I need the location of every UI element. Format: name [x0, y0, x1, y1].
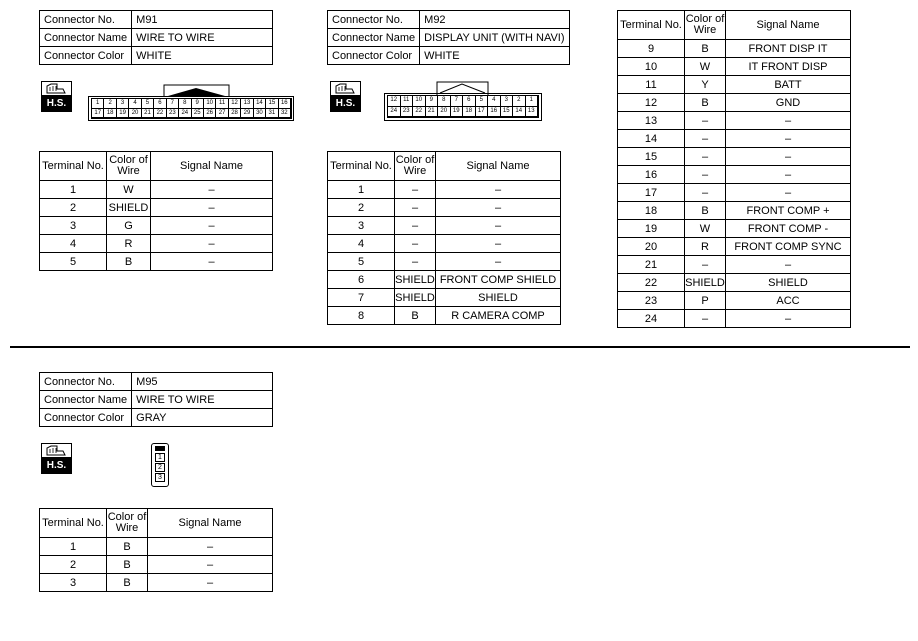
signal-name-cell: – [436, 235, 561, 253]
signal-name-cell: – [726, 112, 851, 130]
col-terminal-no: Terminal No. [618, 11, 685, 40]
pin-cell: 9 [426, 96, 439, 107]
pin-cell: 12 [229, 99, 241, 109]
pin-cell: 30 [254, 109, 266, 119]
table-row [40, 217, 273, 235]
signal-name-cell: – [148, 574, 273, 592]
harness-side-icon [41, 443, 72, 474]
pin-cell: 3 [501, 96, 514, 107]
connector-hand-icon [334, 83, 356, 95]
wire-color-cell: P [685, 292, 726, 310]
table-row [40, 556, 273, 574]
pin-cell: 15 [501, 107, 514, 118]
wire-color-cell: SHIELD [107, 199, 151, 217]
terminal-no-cell: 1 [40, 181, 107, 199]
info-row [40, 409, 273, 427]
pin-cell: 32 [279, 109, 291, 119]
m91-connector-info [39, 10, 273, 65]
pin-cell: 22 [413, 107, 426, 118]
m92-pin-grid [387, 95, 539, 118]
table-row [328, 199, 561, 217]
pin-cell: 3 [155, 473, 165, 482]
signal-name-cell: SHIELD [726, 274, 851, 292]
m91-terminal-table [39, 151, 273, 271]
col-color-of-wire: Color of Wire [107, 152, 151, 181]
col-terminal-no: Terminal No. [328, 152, 395, 181]
m92-terminal-table-continued [617, 10, 851, 328]
info-row [40, 391, 273, 409]
terminal-no-cell: 5 [328, 253, 395, 271]
table-row [618, 292, 851, 310]
table-row [40, 538, 273, 556]
signal-name-cell: IT FRONT DISP [726, 58, 851, 76]
terminal-no-cell: 21 [618, 256, 685, 274]
pin-cell: 7 [451, 96, 464, 107]
table-row [618, 112, 851, 130]
terminal-no-cell: 11 [618, 76, 685, 94]
wire-color-cell: B [395, 307, 436, 325]
pin-cell: 5 [476, 96, 489, 107]
pin-cell: 14 [513, 107, 526, 118]
signal-name-cell: FRONT COMP - [726, 220, 851, 238]
m92-terminal-table [327, 151, 561, 325]
wire-color-cell: SHIELD [685, 274, 726, 292]
signal-name-cell: – [436, 199, 561, 217]
terminal-no-cell: 13 [618, 112, 685, 130]
table-row [618, 40, 851, 58]
terminal-no-cell: 16 [618, 166, 685, 184]
table-row [328, 289, 561, 307]
pin-cell: 18 [104, 109, 116, 119]
pin-cell: 20 [129, 109, 141, 119]
pin-cell: 26 [204, 109, 216, 119]
col-terminal-no: Terminal No. [40, 509, 107, 538]
wire-color-cell: B [685, 94, 726, 112]
table-row [40, 235, 273, 253]
table-row [40, 181, 273, 199]
wire-color-cell: – [685, 310, 726, 328]
terminal-no-cell: 1 [40, 538, 107, 556]
pin-cell: 1 [526, 96, 539, 107]
terminal-no-cell: 23 [618, 292, 685, 310]
pin-cell: 21 [426, 107, 439, 118]
table-row [618, 94, 851, 112]
wire-color-cell: R [107, 235, 151, 253]
col-color-of-wire: Color of Wire [107, 509, 148, 538]
wire-color-cell: – [685, 112, 726, 130]
wire-color-cell: – [685, 256, 726, 274]
info-value: M95 [132, 373, 273, 391]
pin-cell: 19 [117, 109, 129, 119]
pin-cell: 1 [155, 453, 165, 462]
wire-color-cell: W [685, 58, 726, 76]
pin-cell: 9 [192, 99, 204, 109]
m95-pin-grid [155, 453, 165, 483]
terminal-no-cell: 3 [328, 217, 395, 235]
pin-cell: 11 [401, 96, 414, 107]
pin-cell: 16 [279, 99, 291, 109]
m95-connector-face [151, 443, 169, 487]
info-row [40, 47, 273, 65]
terminal-no-cell: 3 [40, 574, 107, 592]
terminal-no-cell: 2 [40, 199, 107, 217]
terminal-no-cell: 1 [328, 181, 395, 199]
signal-name-cell: FRONT COMP + [726, 202, 851, 220]
signal-name-cell: – [436, 253, 561, 271]
terminal-no-cell: 2 [40, 556, 107, 574]
pin-cell: 3 [117, 99, 129, 109]
wire-color-cell: R [685, 238, 726, 256]
wire-color-cell: B [685, 202, 726, 220]
pin-cell: 24 [179, 109, 191, 119]
wire-color-cell: B [107, 253, 151, 271]
wire-color-cell: – [685, 184, 726, 202]
hs-label: H.S. [41, 95, 72, 112]
m95-terminal-table [39, 508, 273, 592]
terminal-no-cell: 17 [618, 184, 685, 202]
signal-name-cell: – [151, 199, 273, 217]
terminal-no-cell: 3 [40, 217, 107, 235]
table-row [618, 130, 851, 148]
terminal-no-cell: 10 [618, 58, 685, 76]
info-value: WHITE [132, 47, 273, 65]
wire-color-cell: SHIELD [395, 289, 436, 307]
pin-cell: 2 [155, 463, 165, 472]
terminal-no-cell: 4 [328, 235, 395, 253]
table-header [328, 152, 561, 181]
pin-cell: 24 [388, 107, 401, 118]
wire-color-cell: – [685, 130, 726, 148]
info-value: M91 [132, 11, 273, 29]
pin-cell: 4 [488, 96, 501, 107]
info-value: DISPLAY UNIT (WITH NAVI) [420, 29, 569, 47]
table-row [328, 217, 561, 235]
table-row [618, 76, 851, 94]
signal-name-cell: – [436, 181, 561, 199]
info-label: Connector Name [40, 29, 132, 47]
signal-name-cell: R CAMERA COMP [436, 307, 561, 325]
pin-cell: 21 [142, 109, 154, 119]
info-label: Connector No. [328, 11, 420, 29]
harness-side-icon [330, 81, 361, 112]
m91-connector-face [88, 82, 294, 121]
pin-cell: 8 [438, 96, 451, 107]
pin-cell: 31 [266, 109, 278, 119]
pin-cell: 27 [216, 109, 228, 119]
table-row [618, 148, 851, 166]
col-signal-name: Signal Name [148, 509, 273, 538]
hs-label: H.S. [330, 95, 361, 112]
col-signal-name: Signal Name [436, 152, 561, 181]
wire-color-cell: – [685, 166, 726, 184]
info-value: WIRE TO WIRE [132, 29, 273, 47]
wire-color-cell: W [107, 181, 151, 199]
connector-hand-icon [45, 83, 67, 95]
table-row [618, 256, 851, 274]
pin-cell: 5 [142, 99, 154, 109]
pin-cell: 6 [154, 99, 166, 109]
col-color-of-wire: Color of Wire [685, 11, 726, 40]
info-row [40, 373, 273, 391]
signal-name-cell: FRONT COMP SHIELD [436, 271, 561, 289]
wire-color-cell: B [107, 556, 148, 574]
terminal-no-cell: 12 [618, 94, 685, 112]
wire-color-cell: B [107, 538, 148, 556]
table-row [328, 235, 561, 253]
table-row [618, 310, 851, 328]
info-label: Connector Name [328, 29, 420, 47]
pin-cell: 22 [154, 109, 166, 119]
pin-cell: 13 [526, 107, 539, 118]
table-header [618, 11, 851, 40]
terminal-no-cell: 14 [618, 130, 685, 148]
pin-cell: 15 [266, 99, 278, 109]
info-label: Connector Color [40, 47, 132, 65]
table-row [618, 166, 851, 184]
pin-cell: 2 [513, 96, 526, 107]
wire-color-cell: G [107, 217, 151, 235]
wire-color-cell: B [685, 40, 726, 58]
signal-name-cell: – [151, 235, 273, 253]
pin-cell: 17 [92, 109, 104, 119]
pin-cell: 11 [216, 99, 228, 109]
table-row [328, 271, 561, 289]
terminal-no-cell: 20 [618, 238, 685, 256]
terminal-no-cell: 15 [618, 148, 685, 166]
pin-cell: 8 [179, 99, 191, 109]
info-label: Connector Color [40, 409, 132, 427]
table-row [40, 253, 273, 271]
pin-cell: 23 [167, 109, 179, 119]
signal-name-cell: GND [726, 94, 851, 112]
table-row [328, 307, 561, 325]
pin-cell: 4 [129, 99, 141, 109]
m92-connector-face [384, 80, 542, 121]
wire-color-cell: – [395, 181, 436, 199]
info-row [328, 11, 570, 29]
signal-name-cell: – [726, 166, 851, 184]
col-color-of-wire: Color of Wire [395, 152, 436, 181]
terminal-no-cell: 5 [40, 253, 107, 271]
table-header [40, 509, 273, 538]
harness-side-icon [41, 81, 72, 112]
signal-name-cell: ACC [726, 292, 851, 310]
signal-name-cell: – [726, 148, 851, 166]
table-row [618, 202, 851, 220]
signal-name-cell: – [148, 538, 273, 556]
pin-cell: 10 [204, 99, 216, 109]
wire-color-cell: – [395, 199, 436, 217]
info-value: WHITE [420, 47, 569, 65]
pin-cell: 1 [92, 99, 104, 109]
pin-cell: 29 [241, 109, 253, 119]
signal-name-cell: – [726, 130, 851, 148]
m95-connector-info [39, 372, 273, 427]
pin-cell: 28 [229, 109, 241, 119]
terminal-no-cell: 19 [618, 220, 685, 238]
connector-hand-icon [45, 445, 67, 457]
pin-cell: 16 [488, 107, 501, 118]
wire-color-cell: – [395, 235, 436, 253]
signal-name-cell: – [151, 217, 273, 235]
signal-name-cell: – [726, 184, 851, 202]
wire-color-cell: B [107, 574, 148, 592]
terminal-no-cell: 24 [618, 310, 685, 328]
info-label: Connector Color [328, 47, 420, 65]
pin-cell: 20 [438, 107, 451, 118]
wire-color-cell: W [685, 220, 726, 238]
wire-color-cell: – [685, 148, 726, 166]
table-header [40, 152, 273, 181]
col-terminal-no: Terminal No. [40, 152, 107, 181]
signal-name-cell: – [148, 556, 273, 574]
wire-color-cell: Y [685, 76, 726, 94]
info-value: WIRE TO WIRE [132, 391, 273, 409]
pin-cell: 10 [413, 96, 426, 107]
wire-color-cell: – [395, 253, 436, 271]
col-signal-name: Signal Name [726, 11, 851, 40]
terminal-no-cell: 2 [328, 199, 395, 217]
terminal-no-cell: 4 [40, 235, 107, 253]
section-divider [10, 346, 910, 348]
table-row [618, 220, 851, 238]
terminal-no-cell: 9 [618, 40, 685, 58]
pin-cell: 7 [167, 99, 179, 109]
pin-cell: 2 [104, 99, 116, 109]
info-label: Connector No. [40, 11, 132, 29]
info-row [328, 29, 570, 47]
m91-pin-grid [91, 98, 292, 119]
info-value: GRAY [132, 409, 273, 427]
pin-cell: 17 [476, 107, 489, 118]
m92-connector-info [327, 10, 570, 65]
table-row [618, 238, 851, 256]
signal-name-cell: SHIELD [436, 289, 561, 307]
table-row [618, 274, 851, 292]
signal-name-cell: – [436, 217, 561, 235]
table-row [328, 181, 561, 199]
table-row [618, 58, 851, 76]
table-row [328, 253, 561, 271]
terminal-no-cell: 7 [328, 289, 395, 307]
hs-label: H.S. [41, 457, 72, 474]
info-label: Connector Name [40, 391, 132, 409]
info-row [40, 29, 273, 47]
wire-color-cell: – [395, 217, 436, 235]
signal-name-cell: – [151, 253, 273, 271]
info-label: Connector No. [40, 373, 132, 391]
signal-name-cell: FRONT COMP SYNC [726, 238, 851, 256]
terminal-no-cell: 8 [328, 307, 395, 325]
info-value: M92 [420, 11, 569, 29]
pin-cell: 6 [463, 96, 476, 107]
signal-name-cell: – [151, 181, 273, 199]
info-row [40, 11, 273, 29]
pin-cell: 19 [451, 107, 464, 118]
pin-cell: 14 [254, 99, 266, 109]
table-row [40, 574, 273, 592]
signal-name-cell: – [726, 256, 851, 274]
table-row [618, 184, 851, 202]
pin-cell: 25 [192, 109, 204, 119]
pin-cell: 23 [401, 107, 414, 118]
col-signal-name: Signal Name [151, 152, 273, 181]
signal-name-cell: FRONT DISP IT [726, 40, 851, 58]
signal-name-cell: – [726, 310, 851, 328]
table-row [40, 199, 273, 217]
terminal-no-cell: 22 [618, 274, 685, 292]
pin-cell: 13 [241, 99, 253, 109]
terminal-no-cell: 6 [328, 271, 395, 289]
info-row [328, 47, 570, 65]
signal-name-cell: BATT [726, 76, 851, 94]
pin-cell: 18 [463, 107, 476, 118]
wire-color-cell: SHIELD [395, 271, 436, 289]
terminal-no-cell: 18 [618, 202, 685, 220]
pin-cell: 12 [388, 96, 401, 107]
connector-latch [155, 446, 165, 451]
